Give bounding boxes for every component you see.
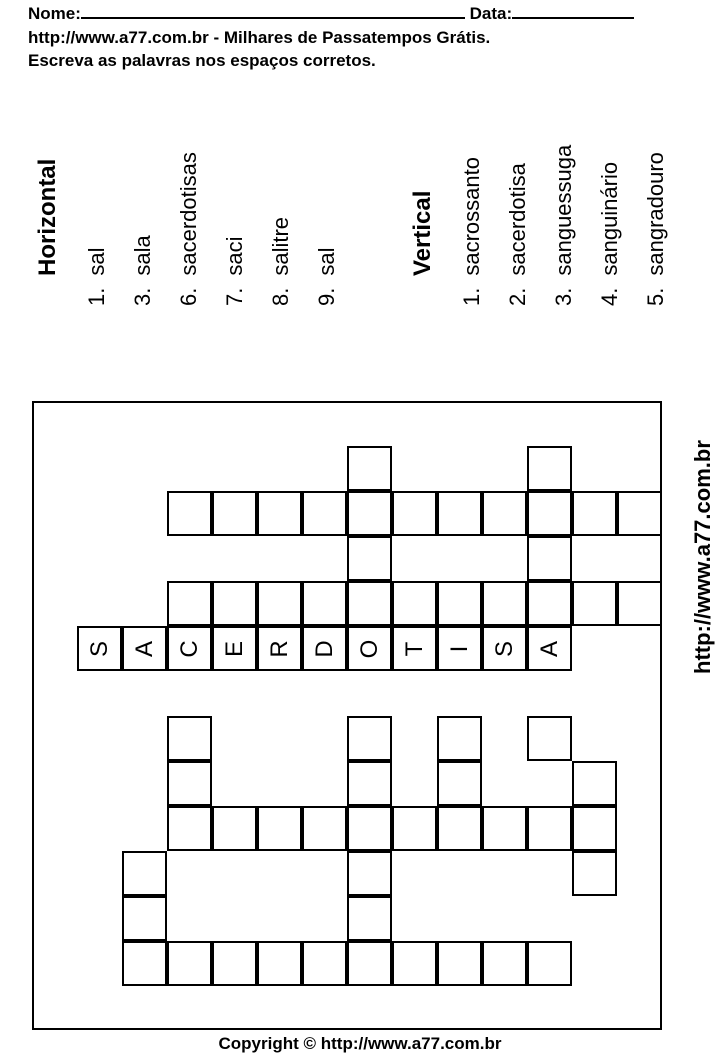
grid-cell[interactable] <box>167 716 212 761</box>
grid-cell[interactable] <box>347 716 392 761</box>
grid-cell[interactable] <box>347 806 392 851</box>
grid-cell[interactable] <box>437 716 482 761</box>
clue-word: sala <box>130 235 155 276</box>
grid-letter: C <box>175 639 203 658</box>
clue-number: 7. <box>222 287 247 306</box>
grid-cell[interactable] <box>122 941 167 986</box>
grid-cell[interactable] <box>347 536 392 581</box>
grid-cell[interactable] <box>437 626 482 671</box>
grid-cell[interactable] <box>347 896 392 941</box>
grid-cell[interactable] <box>392 806 437 851</box>
clue-word: sanguinário <box>597 161 622 276</box>
grid-cell[interactable] <box>572 761 617 806</box>
instructions: Escreva as palavras nos espaços corretos. <box>28 51 376 70</box>
grid-cell[interactable] <box>167 761 212 806</box>
vertical-heading: Vertical <box>409 190 436 276</box>
grid-cell[interactable] <box>527 626 572 671</box>
grid-letter: S <box>85 640 113 657</box>
grid-cell[interactable] <box>167 941 212 986</box>
grid-cell[interactable] <box>347 851 392 896</box>
grid-cell[interactable] <box>212 491 257 536</box>
clue-word: sal <box>84 247 109 276</box>
grid-cell[interactable] <box>122 626 167 671</box>
grid-cell[interactable] <box>392 491 437 536</box>
copyright-footer: Copyright © http://www.a77.com.br <box>218 1034 502 1053</box>
clue-word: sangradouro <box>643 152 668 276</box>
grid-cell[interactable] <box>482 806 527 851</box>
clue-word: sacrossanto <box>459 157 484 276</box>
grid-cell[interactable] <box>572 581 617 626</box>
clue-number: 3. <box>130 287 155 306</box>
grid-cell[interactable] <box>482 941 527 986</box>
grid-cell[interactable] <box>122 896 167 941</box>
grid-cell[interactable] <box>617 491 662 536</box>
grid-cell[interactable] <box>167 581 212 626</box>
clue-word: saci <box>222 236 247 276</box>
grid-letter: R <box>265 639 293 658</box>
grid-cell[interactable] <box>167 806 212 851</box>
grid-cell[interactable] <box>527 716 572 761</box>
grid-cell[interactable] <box>437 581 482 626</box>
grid-cell[interactable] <box>347 446 392 491</box>
grid-letter: D <box>310 639 338 658</box>
grid-cell[interactable] <box>212 626 257 671</box>
grid-cell[interactable] <box>392 941 437 986</box>
grid-cell[interactable] <box>302 941 347 986</box>
side-url: http://www.a77.com.br <box>690 440 715 674</box>
site-line: http://www.a77.com.br - Milhares de Passatempos Grátis. <box>28 28 491 47</box>
clue-word: sanguessuga <box>551 144 576 276</box>
grid-cell[interactable] <box>392 626 437 671</box>
grid-cell[interactable] <box>437 491 482 536</box>
grid-cell[interactable] <box>347 941 392 986</box>
clue-word: sal <box>314 247 339 276</box>
clue-word: sacerdotisas <box>176 152 201 276</box>
grid-cell[interactable] <box>527 806 572 851</box>
grid-cell[interactable] <box>302 626 347 671</box>
grid-cell[interactable] <box>482 581 527 626</box>
grid-cell[interactable] <box>347 491 392 536</box>
grid-cell[interactable] <box>212 581 257 626</box>
grid-cell[interactable] <box>347 626 392 671</box>
grid-letter: E <box>220 640 248 657</box>
grid-cell[interactable] <box>302 581 347 626</box>
grid-cell[interactable] <box>302 806 347 851</box>
date-label: Data: <box>469 4 513 23</box>
grid-cell[interactable] <box>527 446 572 491</box>
grid-cell[interactable] <box>302 491 347 536</box>
clue-word: sacerdotisa <box>505 163 530 276</box>
grid-cell[interactable] <box>617 581 662 626</box>
grid-cell[interactable] <box>347 761 392 806</box>
grid-letter: S <box>490 640 518 657</box>
clue-number: 4. <box>597 287 622 306</box>
clue-number: 1. <box>84 287 109 306</box>
grid-cell[interactable] <box>392 581 437 626</box>
clue-word: salitre <box>268 216 293 276</box>
grid-cell[interactable] <box>572 491 617 536</box>
grid-cell[interactable] <box>257 941 302 986</box>
grid-cell[interactable] <box>347 581 392 626</box>
grid-cell[interactable] <box>257 491 302 536</box>
grid-cell[interactable] <box>122 851 167 896</box>
grid-letter: O <box>355 639 383 658</box>
grid-cell[interactable] <box>437 941 482 986</box>
grid-letter: T <box>400 641 428 656</box>
grid-cell[interactable] <box>212 806 257 851</box>
grid-cell[interactable] <box>572 806 617 851</box>
grid-cell[interactable] <box>212 941 257 986</box>
clue-number: 1. <box>459 287 484 306</box>
grid-cell[interactable] <box>527 941 572 986</box>
grid-cell[interactable] <box>167 491 212 536</box>
grid-letter: A <box>535 640 563 657</box>
name-label: Nome: <box>28 4 81 23</box>
grid-cell[interactable] <box>77 626 122 671</box>
grid-cell[interactable] <box>257 806 302 851</box>
grid-letter: I <box>445 645 473 652</box>
grid-cell[interactable] <box>527 536 572 581</box>
clue-number: 8. <box>268 287 293 306</box>
clue-number: 5. <box>643 287 668 306</box>
clue-number: 3. <box>551 287 576 306</box>
clue-number: 2. <box>505 287 530 306</box>
grid-cell[interactable] <box>167 626 212 671</box>
grid-cell[interactable] <box>572 851 617 896</box>
clue-number: 9. <box>314 287 339 306</box>
grid-cell[interactable] <box>257 626 302 671</box>
clue-number: 6. <box>176 287 201 306</box>
grid-letter: A <box>130 640 158 657</box>
grid-cell[interactable] <box>482 626 527 671</box>
grid-cell[interactable] <box>527 581 572 626</box>
grid-cell[interactable] <box>257 581 302 626</box>
grid-cell[interactable] <box>482 491 527 536</box>
horizontal-heading: Horizontal <box>34 158 61 276</box>
grid-cell[interactable] <box>527 491 572 536</box>
grid-cell[interactable] <box>437 806 482 851</box>
grid-cell[interactable] <box>437 761 482 806</box>
